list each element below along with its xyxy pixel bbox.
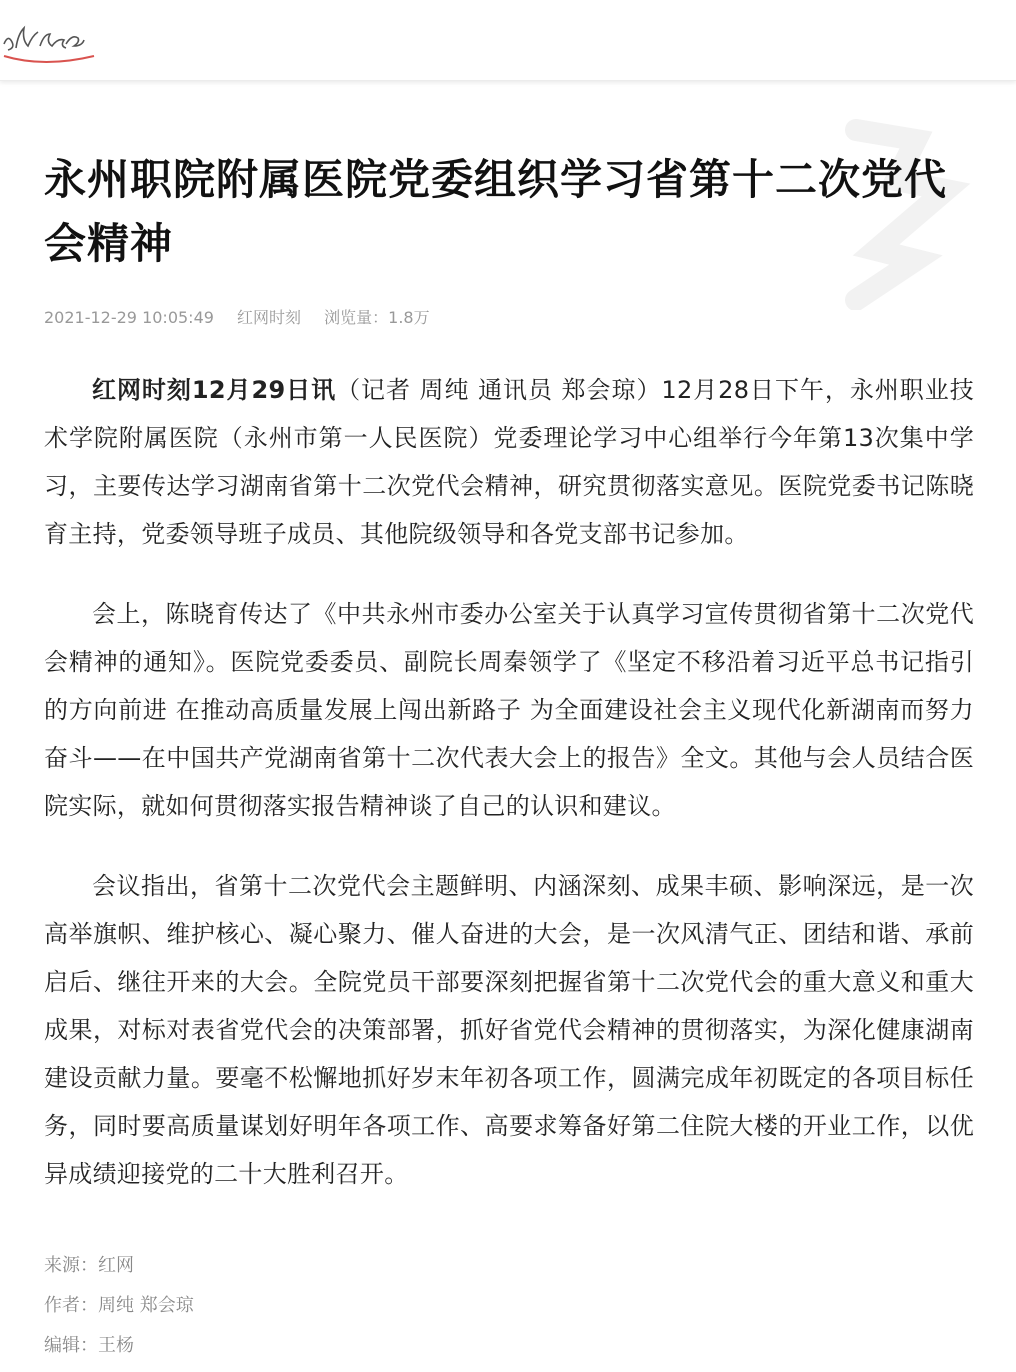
article-paragraph <box>44 366 974 558</box>
footer-editor-value: 王杨 <box>98 1335 134 1356</box>
paragraph-text: （记者 周纯 通讯员 郑会琼）12月28日下午，永州职业技术学院附属医院（永州市第一人民医院）党委理论学习中心组举行今年第13次集中学习，主要传达学习湖南省第十二次党代会精神，研究贯彻落实意见。医院党委书记陈晓育主持，党委领导班子成员、其他院级领导和各党支部书记参加。 <box>44 376 974 548</box>
article-title: 永州职院附属医院党委组织学习省第十二次党代会精神 <box>44 155 948 268</box>
article-paragraph: 会议指出，省第十二次党代会主题鲜明、内涵深刻、成果丰硕、影响深远，是一次高举旗帜、维护核心、凝心聚力、催人奋进的大会，是一次风清气正、团结和谐、承前启后、继往开来的大会。全院党员干部要深刻把握省第十二次党代会的重大意义和重大成果，对标对表省党代会的决策部署，抓好省党代会精神的贯彻落实，为深化健康湖南建设贡献力量。要毫不松懈地抓好岁末年初各项工作，圆满完成年初既定的各项目标任务，同时要高质量谋划好明年各项工作、高要求筹备好第二住院大楼的开业工作，以优异成绩迎接党的二十大胜利召开。 <box>44 872 974 1188</box>
footer-author-value: 周纯 郑会琼 <box>98 1295 194 1316</box>
footer-source <box>44 1246 644 1286</box>
footer-editor-label: 编辑： <box>44 1335 98 1356</box>
article-footer <box>44 1246 644 1366</box>
footer-source-label: 来源： <box>44 1255 98 1276</box>
footer-author-label: 作者： <box>44 1295 98 1316</box>
footer-source-value: 红网 <box>98 1255 134 1276</box>
footer-editor <box>44 1326 644 1366</box>
article-meta <box>44 306 844 330</box>
article-body <box>44 366 974 1198</box>
article-paragraph: 会上，陈晓育传达了《中共永州市委办公室关于认真学习宣传贯彻省第十二次党代会精神的通知》。医院党委委员、副院长周秦领学了《坚定不移沿着习近平总书记指引的方向前进 在推动高质量发展上闯出新路子 为全面建设社会主义现代化新湖南而努力奋斗——在中国共产党湖南省第十二次代表大会上的报告》全文。其他与会人员结合医院实际，就如何贯彻落实报告精神谈了自己的认识和建议。 <box>44 600 974 820</box>
article-source[interactable]: 红网时刻 <box>237 308 302 327</box>
view-count-label: 浏览量： <box>324 308 389 327</box>
view-count <box>324 308 429 327</box>
handwritten-logo-icon <box>0 14 100 66</box>
view-count-value: 1.8万 <box>388 308 430 327</box>
publish-datetime: 2021-12-29 10:05:49 <box>44 308 214 327</box>
site-logo[interactable] <box>0 14 100 66</box>
footer-author <box>44 1286 644 1326</box>
top-header-bar <box>0 0 1016 81</box>
dateline: 红网时刻12月29日讯 <box>92 376 337 404</box>
